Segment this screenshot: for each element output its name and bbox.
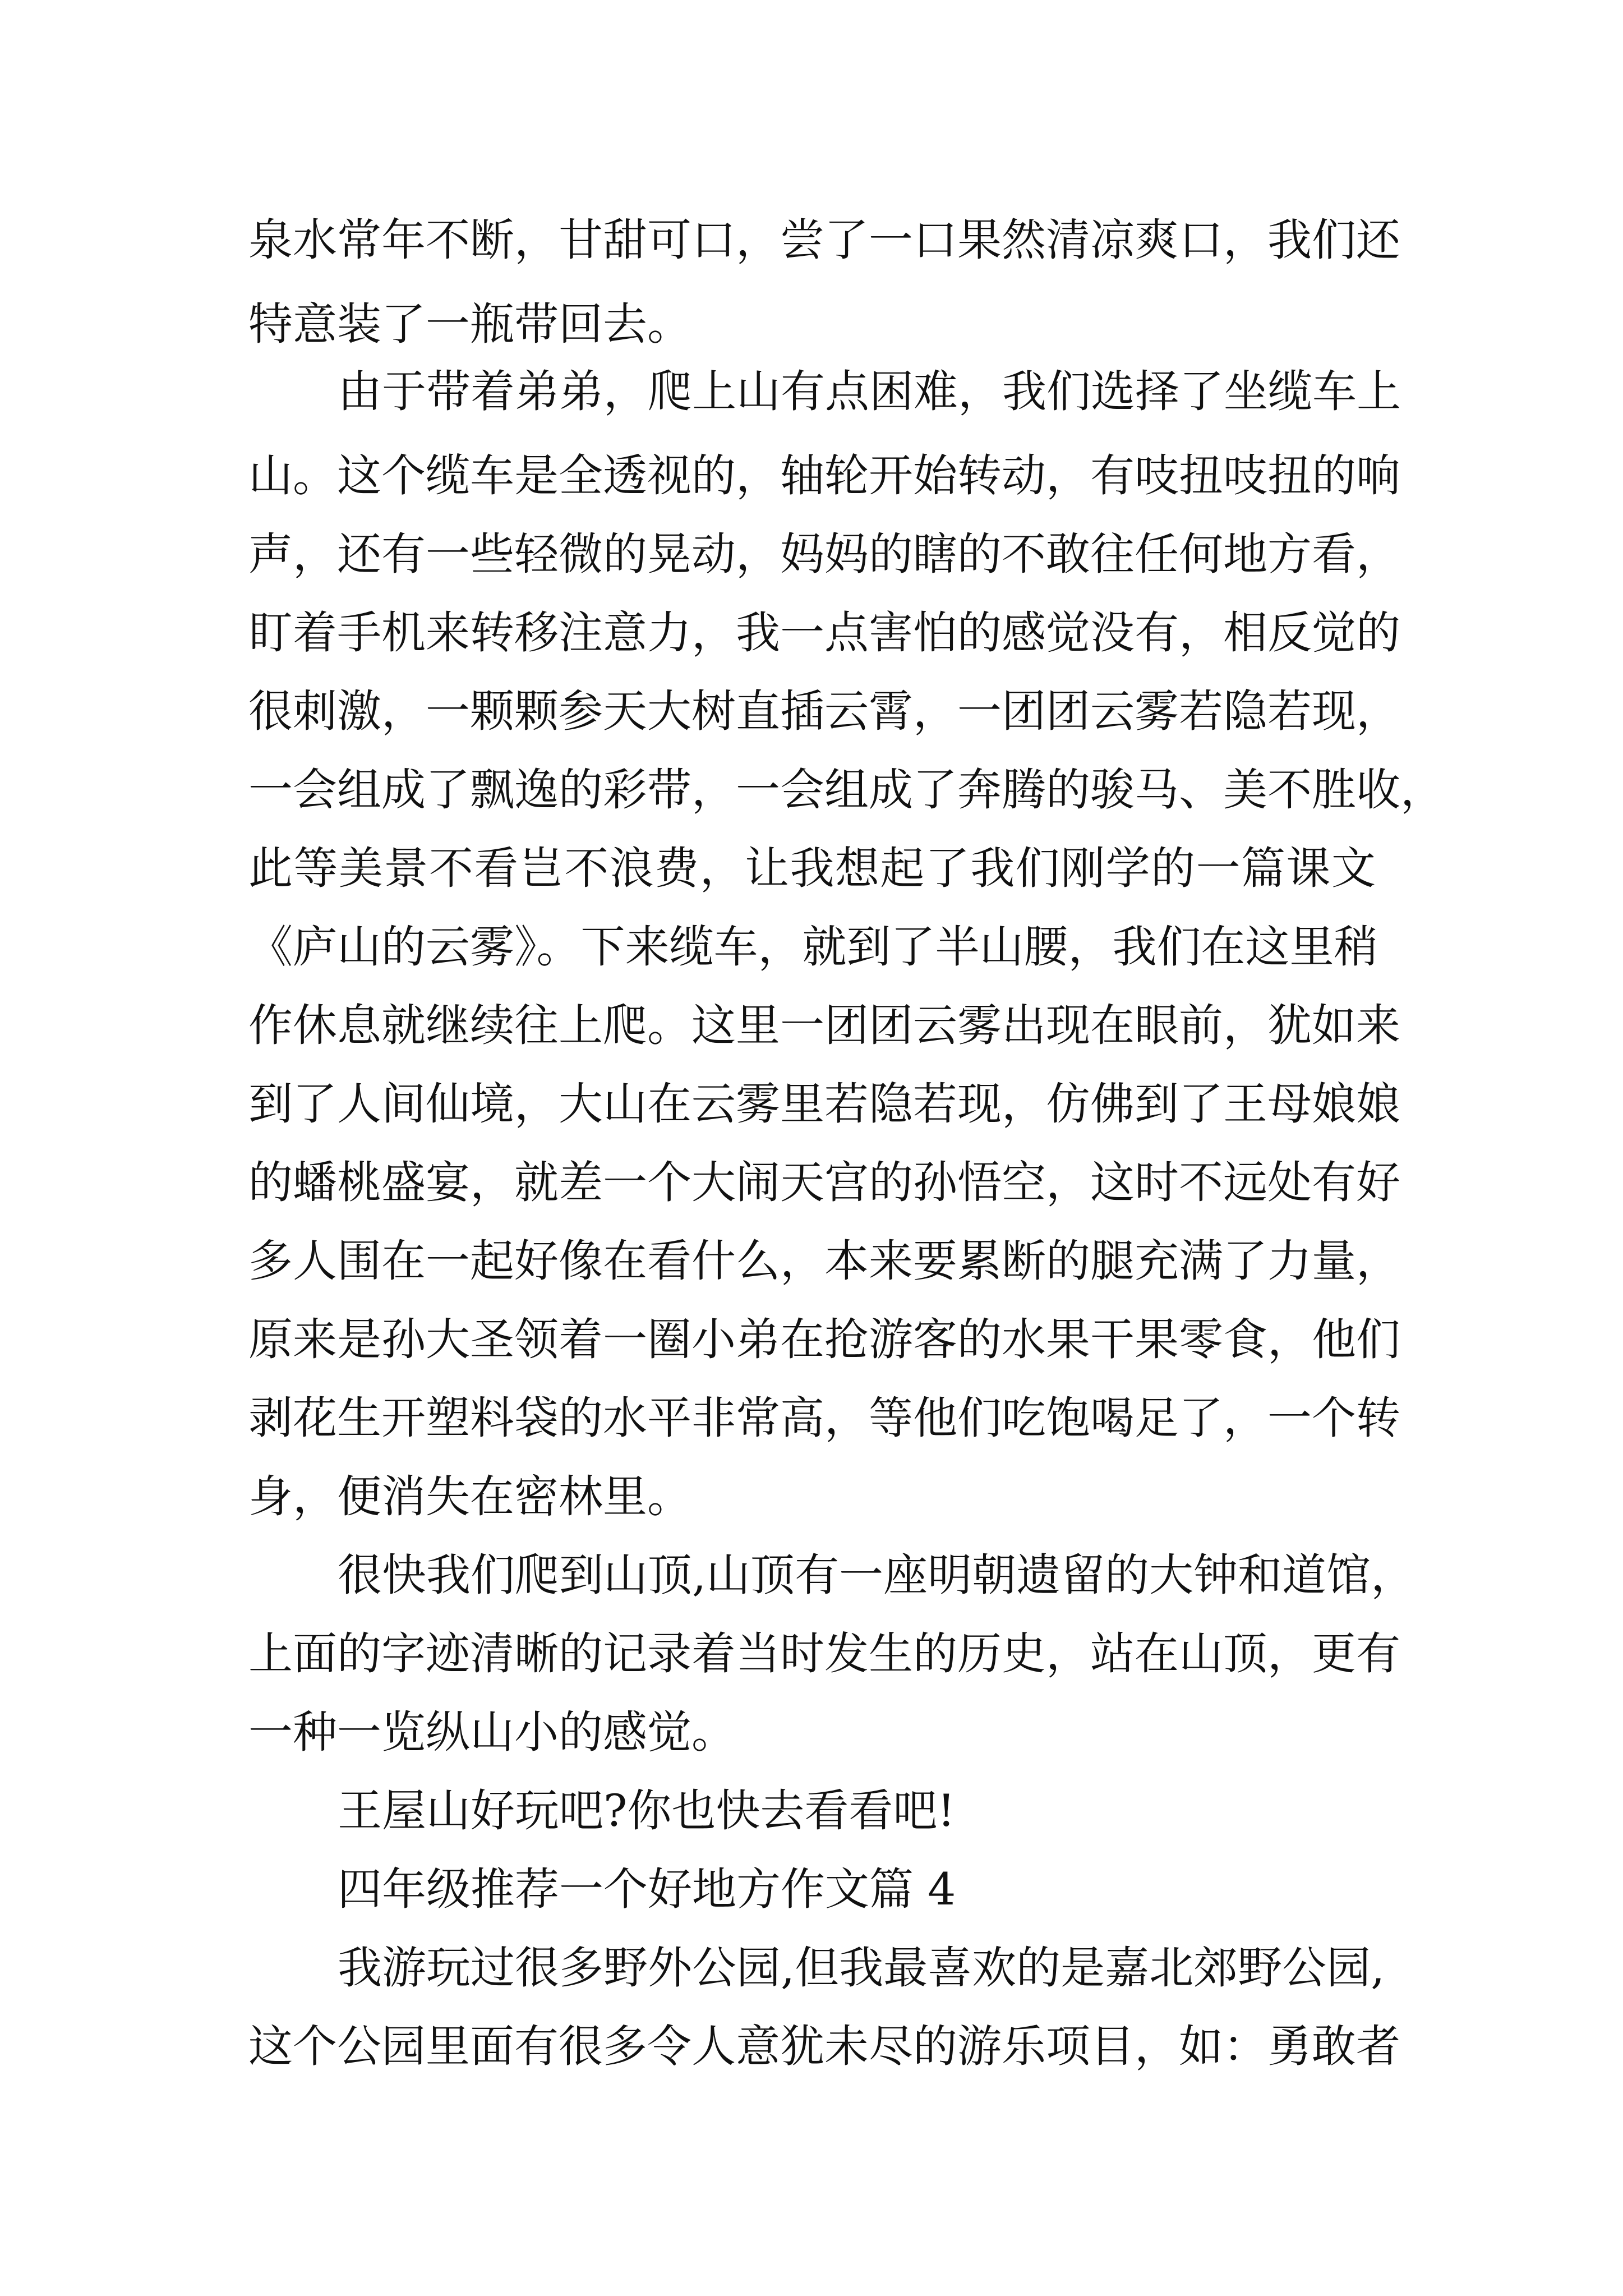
- text-line: 一种一览纵山小的感觉。: [248, 1706, 736, 1758]
- text-line: 剥花生开塑料袋的水平非常高，等他们吃饱喝足了，一个转: [248, 1392, 1400, 1444]
- text-line: 一会组成了飘逸的彩带，一会组成了奔腾的骏马、美不胜收，: [248, 764, 1445, 816]
- paragraph-start-line: 我游玩过很多野外公园,但我最喜欢的是嘉北郊野公园,: [338, 1942, 1385, 1994]
- text-line: 身，便消失在密林里。: [248, 1471, 691, 1522]
- text-line: 盯着手机来转移注意力，我一点害怕的感觉没有，相反觉的: [248, 607, 1400, 659]
- text-line: 声，还有一些轻微的晃动，妈妈的瞎的不敢往任何地方看，: [248, 528, 1400, 580]
- text-line: 作休息就继续往上爬。这里一团团云雾出现在眼前，犹如来: [248, 1000, 1400, 1051]
- section-heading: 四年级推荐一个好地方作文篇 4: [338, 1864, 956, 1915]
- text-line: 此等美景不看岂不浪费，让我想起了我们刚学的一篇课文: [248, 843, 1376, 894]
- paragraph-start-line: 很快我们爬到山顶,山顶有一座明朝遗留的大钟和道馆，: [338, 1549, 1415, 1601]
- text-line: 上面的字迹清晰的记录着当时发生的历史，站在山顶，更有: [248, 1628, 1400, 1680]
- text-line: 《庐山的云雾》。下来缆车，就到了半山腰，我们在这里稍: [248, 921, 1378, 973]
- text-line: 这个公园里面有很多令人意犹未尽的游乐项目，如：勇敢者: [248, 2021, 1400, 2072]
- text-line: 到了人间仙境，大山在云雾里若隐若现，仿佛到了王母娘娘: [248, 1078, 1400, 1130]
- paragraph-line: 王屋山好玩吧?你也快去看看吧!: [338, 1785, 956, 1837]
- text-line: 很刺激，一颗颗参天大树直插云霄，一团团云雾若隐若现，: [248, 685, 1400, 737]
- text-line: 特意装了一瓶带回去。: [248, 298, 691, 350]
- paragraph-start-line: 由于带着弟弟，爬上山有点困难，我们选择了坐缆车上: [338, 366, 1401, 417]
- text-line: 多人围在一起好像在看什么，本来要累断的腿充满了力量，: [248, 1235, 1400, 1287]
- text-line: 原来是孙大圣领着一圈小弟在抢游客的水果干果零食，他们: [248, 1314, 1400, 1365]
- text-line: 的蟠桃盛宴，就差一个大闹天宫的孙悟空，这时不远处有好: [248, 1157, 1400, 1208]
- text-line: 山。这个缆车是全透视的，轴轮开始转动，有吱扭吱扭的响: [248, 450, 1400, 501]
- text-line: 泉水常年不断，甘甜可口，尝了一口果然清凉爽口，我们还: [248, 214, 1400, 266]
